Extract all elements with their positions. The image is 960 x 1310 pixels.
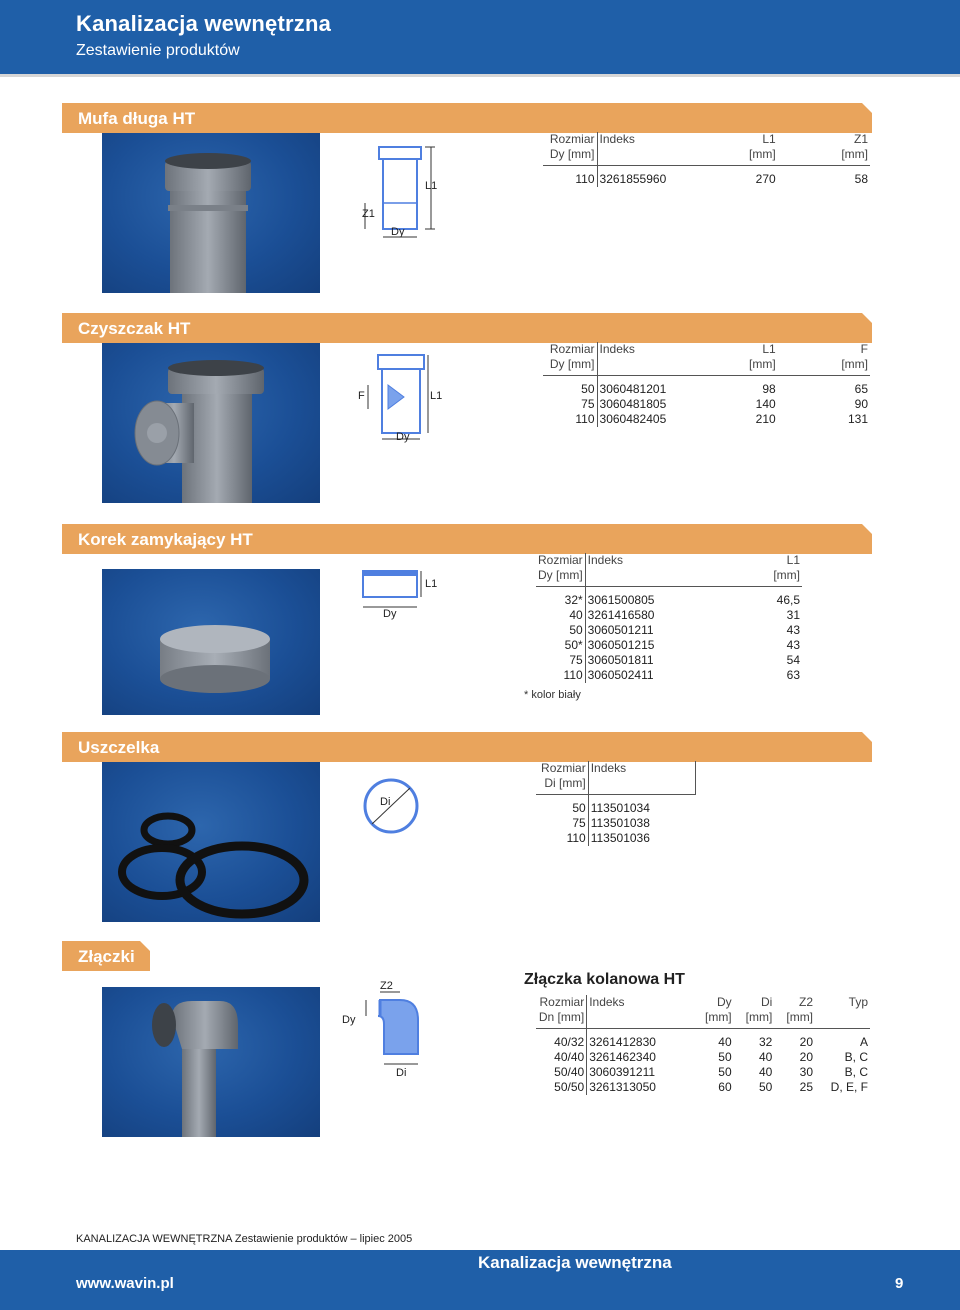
- table-row: 110 3060482405 210 131: [543, 412, 870, 427]
- table-row: 40 3261416580 31: [536, 608, 802, 623]
- korek-cap-image: [102, 569, 320, 715]
- product-photo-uszczelka: [102, 762, 320, 922]
- uszczelka-seals-image: [102, 762, 320, 922]
- label-l1: L1: [425, 578, 438, 590]
- page-number: 9: [895, 1275, 904, 1292]
- table-row: 75 3060501811 54: [536, 653, 802, 668]
- label-z2: Z2: [380, 980, 393, 992]
- diagram-mufa: [345, 133, 495, 248]
- czyszczak-pipe-image: [102, 343, 320, 503]
- uszczelka-dimension-diagram: [358, 778, 428, 838]
- diagram-korek: [355, 565, 445, 625]
- diagram-czyszczak: [350, 345, 460, 445]
- zlaczka-elbow-image: [102, 987, 320, 1137]
- label-l1: L1: [425, 180, 438, 192]
- table-row: 75 113501038: [536, 816, 696, 831]
- table-row: 50 3060501211 43: [536, 623, 802, 638]
- diagram-uszczelka: [358, 778, 428, 838]
- table-row: 50/40 3060391211 50 40 30 B, C: [536, 1065, 870, 1080]
- section-bar-zlaczki: [62, 941, 150, 971]
- product-photo-korek: [102, 569, 320, 715]
- section-bar-korek: [62, 524, 872, 554]
- table-row: 40/32 3261412830 40 32 20 A: [536, 1029, 870, 1051]
- document-subtitle: Zestawienie produktów: [76, 42, 240, 59]
- document-title: Kanalizacja wewnętrzna: [76, 11, 332, 36]
- footer-bar: [0, 1250, 960, 1310]
- section-bar-uszczelka: [62, 732, 872, 762]
- col-rozmiar: Rozmiar: [543, 132, 597, 147]
- footer-url[interactable]: www.wavin.pl: [76, 1275, 174, 1292]
- label-dy: Dy: [396, 431, 410, 443]
- table-row: 110 3060502411 63: [536, 668, 802, 683]
- footnote-kolor: * kolor biały: [524, 689, 581, 701]
- zlaczka-dimension-diagram: [340, 984, 430, 1084]
- table-row: 110 3261855960 270 58: [543, 166, 870, 188]
- product-photo-czyszczak: [102, 343, 320, 503]
- col-indeks: Indeks: [599, 132, 635, 146]
- label-l1: L1: [430, 390, 443, 402]
- table-row: 50 113501034: [536, 795, 696, 817]
- label-f: F: [358, 390, 365, 402]
- section-bar-czyszczak: [62, 313, 872, 343]
- table-korek: Rozmiar Indeks L1 Dy [mm] [mm] 32* 3061500805 46,5 40 3261416580 31 50 3060501211 43 50* 3060501215 43 75 3060501811 54 110 3060502411 63: [538, 553, 800, 682]
- table-row: 40/40 3261462340 50 40 20 B, C: [536, 1050, 870, 1065]
- col-z1: Z1: [853, 132, 868, 146]
- korek-dimension-diagram: [355, 565, 445, 625]
- table-czyszczak: Rozmiar Indeks L1 F Dy [mm] [mm] [mm] 50 3060481201 98 65 75 3060481805 140 90 110 3060482405 210 131: [543, 342, 870, 427]
- table-row: 75 3060481805 140 90: [543, 397, 870, 412]
- footer-caption: KANALIZACJA WEWNĘTRZNA Zestawienie produktów – lipiec 2005: [76, 1233, 413, 1245]
- table-row: 110 113501036: [536, 831, 696, 846]
- mufa-pipe-image: [102, 133, 320, 293]
- label-dy: Dy: [383, 608, 397, 620]
- product-photo-zlaczka: [102, 987, 320, 1137]
- label-dy: Dy: [342, 1014, 356, 1026]
- label-di: Di: [380, 796, 391, 808]
- section-title-zlaczki: Złączki: [78, 947, 135, 966]
- product-photo-mufa: [102, 133, 320, 293]
- section-title-czyszczak: Czyszczak HT: [78, 319, 191, 338]
- table-row: 50 3060481201 98 65: [543, 376, 870, 398]
- diagram-zlaczka: [340, 980, 430, 1084]
- czyszczak-dimension-diagram: [350, 345, 460, 445]
- col-l1: L1: [762, 132, 776, 146]
- table-row: 50/50 3261313050 60 50 25 D, E, F: [536, 1080, 870, 1095]
- table-row: 50* 3060501215 43: [536, 638, 802, 653]
- mufa-dimension-diagram: [345, 133, 495, 248]
- page-header: [0, 0, 960, 74]
- table-row: 32* 3061500805 46,5: [536, 587, 802, 609]
- section-title-uszczelka: Uszczelka: [78, 738, 160, 757]
- footer-brand: Kanalizacja wewnętrzna: [478, 1253, 672, 1272]
- label-z1: Z1: [362, 208, 375, 220]
- table-uszczelka: Rozmiar Indeks Di [mm] 50 113501034 75 113501038 110 113501036: [536, 761, 696, 846]
- header-divider: [0, 74, 960, 77]
- table-zlaczka: Rozmiar Indeks Dy Di Z2 Typ Dn [mm] [mm] [mm] [mm] 40/32 3261412830 40 32 20 A 40/40 3261462340 50 40 20 B, C 50/40 3060391211 50 40 30 B, C 50/50 3261313050 60 50 25 D, E, F: [536, 995, 870, 1095]
- section-title-korek: Korek zamykający HT: [78, 530, 253, 549]
- subsection-title-kolanowa: Złączka kolanowa HT: [524, 971, 685, 988]
- table-mufa: Rozmiar Indeks L1 Z1 Dy [mm] [mm] [mm] 110 3261855960 270 58: [543, 132, 870, 187]
- section-title-mufa: Mufa długa HT: [78, 109, 196, 128]
- label-di: Di: [396, 1067, 407, 1079]
- label-dy: Dy: [391, 226, 405, 238]
- section-bar-mufa: [62, 103, 872, 133]
